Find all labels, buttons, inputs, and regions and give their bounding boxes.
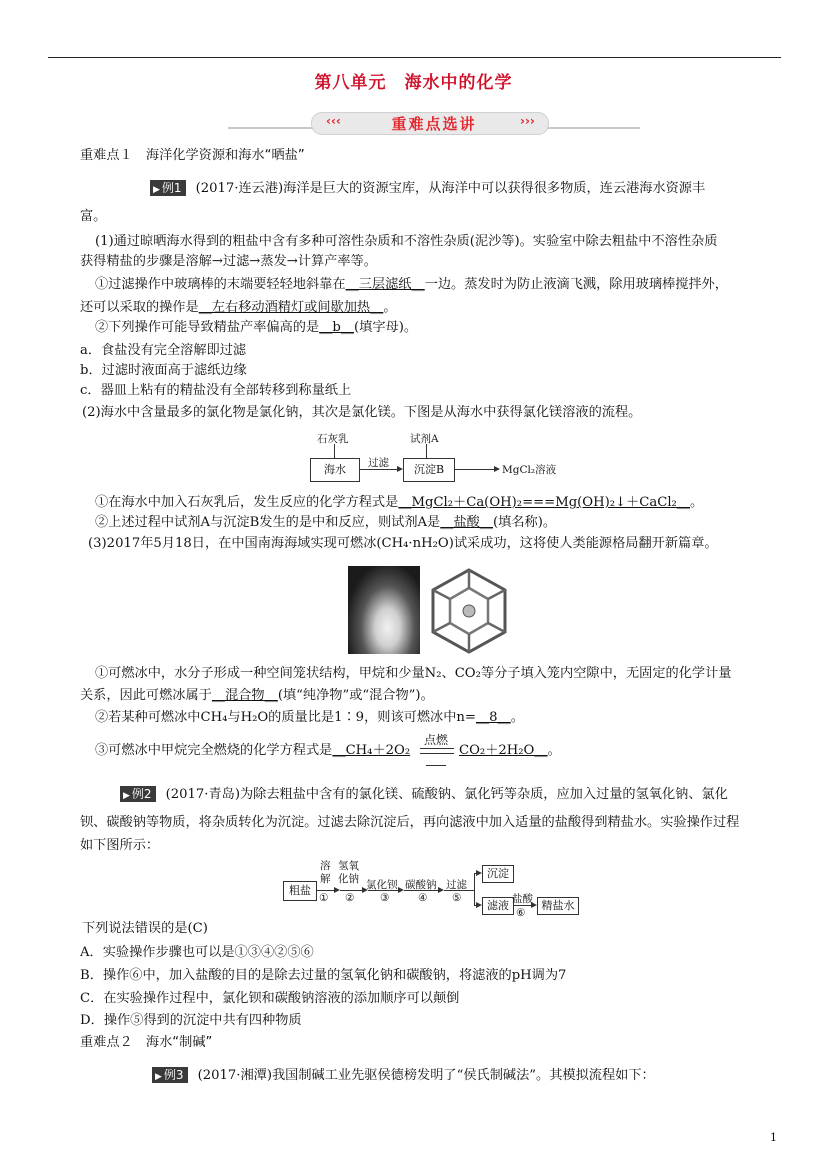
flow2-brine-box: 精盐水 [537, 897, 579, 915]
flow1-seawater-box: 海水 [310, 458, 360, 482]
flow2-step1-top2: 解 [320, 873, 331, 885]
play-triangle-icon: ▶ [123, 791, 130, 801]
q3-3-eq-bar-1 [420, 748, 454, 749]
q2-text: (2)海水中含量最多的氯化物是氯化钠，其次是氯化镁。下图是从海水中获得氯化镁溶液的流程。 [82, 405, 642, 420]
option-a: a．食盐没有完全溶解即过滤 [80, 343, 247, 358]
q3-3-underline-mark [426, 765, 446, 766]
example-1-tag-label: 例1 [161, 181, 182, 195]
flow1-arrow-1-line [359, 469, 399, 470]
q3-3-pre: ③可燃冰中甲烷完全燃烧的化学方程式是 [95, 743, 333, 758]
q1-1b-answer: __左右移动酒精灯或间歇加热__ [198, 300, 384, 315]
combustible-ice-photo [348, 566, 420, 654]
example-2-intro-a: (2017·青岛)为除去粗盐中含有的氯化镁、硫酸钠、氯化钙等杂质，应加入过量的氢氧化钠、氯化 [165, 787, 728, 802]
example-2-option-c: C．在实验操作过程中，氯化钡和碳酸钠溶液的添加顺序可以颠倒 [80, 991, 460, 1006]
q1-1-pre: ①过滤操作中玻璃棒的末端要轻轻地斜靠在 [95, 277, 346, 292]
q3-2-line [95, 710, 524, 726]
flow2-arrow-2-line [340, 890, 364, 891]
q1-2-answer: __b__ [319, 320, 355, 335]
example-1-intro-line [150, 180, 705, 197]
example-2-tag [120, 786, 156, 802]
example-2-option-d: D．操作⑤得到的沉淀中共有四种物质 [80, 1013, 302, 1028]
flow1-arrow-2-line [454, 469, 496, 470]
flow2-branch-line [474, 873, 475, 905]
example-2-intro-c: 如下图所示： [80, 838, 160, 853]
example-1-intro-a: (2017·连云港)海洋是巨大的资源宝库，从海洋中可以获得很多物质，连云港海水资源丰 [195, 181, 706, 196]
q2-2-pre: ②上述过程中试剂A与沉淀B发生的是中和反应，则试剂A是 [95, 515, 441, 530]
page-number: 1 [770, 1131, 777, 1144]
q3-2-pre: ②若某种可燃冰中CH₄与H₂O的质量比是1∶9，则该可燃冰中n= [95, 710, 476, 725]
q2-1-pre: ①在海水中加入石灰乳后，发生反应的化学方程式是 [95, 495, 399, 510]
flow1-filter-label: 过滤 [368, 457, 389, 469]
flow1-reagent-lime: 石灰乳 [317, 433, 349, 445]
banner-label: 重难点选讲 [391, 115, 477, 133]
q1-2-pre: ②下列操作可能导致精盐产率偏高的是 [95, 320, 320, 335]
flow2-precipitate-box: 沉淀 [482, 865, 514, 883]
play-triangle-icon: ▶ [153, 185, 160, 195]
q2-1-post: 。 [690, 495, 704, 510]
header-rule [48, 57, 781, 58]
flow2-step6-top: 盐酸 [512, 893, 533, 905]
q3-1-answer: __混合物__ [211, 688, 278, 703]
example-2-option-b: B．操作⑥中，加入盐酸的目的是除去过量的氢氧化钠和碳酸钠，将滤液的pH调为7 [80, 968, 567, 983]
section-banner [228, 112, 640, 134]
flow2-step2-top: 氢氧 [338, 860, 359, 872]
q3-1-b-post: (填“纯净物”或“混合物”)。 [277, 688, 434, 703]
key-point-2-heading: 重难点２ 海水“制碱” [80, 1035, 213, 1050]
q1-1-answer: __三层滤纸__ [345, 277, 425, 292]
q3-3-eq-bar-2 [420, 753, 454, 754]
q2-1-line [95, 495, 703, 511]
banner-chevrons-left-icon: ‹‹‹ [326, 114, 341, 128]
q3-text: (3)2017年5月18日，在中国南海海域实现可燃冰(CH₄·nH₂O)试采成功，这将使人类能源格局翻开新篇章。 [88, 536, 718, 551]
example-2-tag-label: 例2 [131, 787, 152, 801]
q2-1-answer: __MgCl₂＋Ca(OH)₂===Mg(OH)₂↓＋CaCl₂__ [398, 495, 691, 510]
flow2-step2-top2: 化钠 [338, 873, 359, 885]
flow1-arrow-2-icon [494, 466, 500, 472]
example-2-intro-b: 钡、碳酸钠等物质，将杂质转化为沉淀。过滤去除沉淀后，再向滤液中加入适量的盐酸得到精盐水。实验操作过程 [80, 815, 740, 830]
example-3-tag [152, 1067, 188, 1083]
q3-3-condition: 点燃 [424, 733, 449, 747]
flow1-lime-line [334, 444, 335, 458]
q3-3-equation-lhs: __CH₄＋2O₂ [332, 743, 411, 758]
q1-text-a: (1)通过晾晒海水得到的粗盐中含有多种可溶性杂质和不溶性杂质(泥沙等)。实验室中除去粗盐中不溶性杂质 [95, 234, 718, 249]
flow2-step5-top: 过滤 [446, 879, 467, 891]
flow2-step4-top: 碳酸钠 [405, 879, 437, 891]
flow1-product: MgCl₂溶液 [502, 464, 557, 476]
q3-1-line-b [80, 688, 434, 704]
flow1-reagent-a-line [426, 444, 427, 458]
q1-text-b: 获得精盐的步骤是溶解→过滤→蒸发→计算产率等。 [80, 254, 377, 269]
q3-3-post: 。 [547, 743, 561, 758]
q2-2-line [95, 515, 556, 531]
example-1-intro-b: 富。 [80, 209, 107, 224]
flow2-step3-num: ③ [380, 892, 390, 904]
play-triangle-icon: ▶ [155, 1072, 162, 1082]
example-3-intro-line [152, 1067, 655, 1084]
flow2-step6-num: ⑥ [516, 907, 526, 919]
flow2-crude-salt-box: 粗盐 [283, 881, 317, 901]
q1-1b-line [80, 300, 397, 316]
q2-2-post: (填名称)。 [493, 515, 557, 530]
example-2-question: 下列说法错误的是(C) [82, 921, 208, 936]
flow2-filtrate-box: 滤液 [482, 897, 514, 915]
q1-1-line [95, 277, 728, 293]
flow2-step2-num: ② [345, 892, 355, 904]
flow2-step3-top: 氯化钡 [366, 879, 398, 891]
q2-2-answer: __盐酸__ [440, 515, 493, 530]
example-2-option-a: A．实验操作步骤也可以是①③④②⑤⑥ [80, 945, 314, 960]
q3-1-text-a: ①可燃冰中，水分子形成一种空间笼状结构，甲烷和少量N₂、CO₂等分子填入笼内空隙中，无固定的化学计量 [95, 666, 732, 681]
q3-2-answer: __8__ [475, 710, 511, 725]
q1-2-line [95, 320, 417, 336]
q3-3-line [95, 743, 410, 759]
option-c: c．器皿上粘有的精盐没有全部转移到称量纸上 [80, 383, 352, 398]
key-point-1-heading: 重难点１ 海洋化学资源和海水“晒盐” [80, 148, 305, 163]
flow1-reagent-a: 试剂A [410, 433, 439, 445]
q1-1-post: 一边。蒸发时为防止液滴飞溅，除用玻璃棒搅拌外， [424, 277, 728, 292]
q3-3-rhs-line [459, 743, 561, 759]
flow1-precipitate-b-box: 沉淀B [403, 458, 455, 482]
q1-1b-post: 。 [383, 300, 397, 315]
example-3-tag-label: 例3 [163, 1068, 184, 1082]
q1-1b-pre: 还可以采取的操作是 [80, 300, 199, 315]
q3-2-post: 。 [510, 710, 524, 725]
q1-2-post: (填字母)。 [354, 320, 418, 335]
banner-chevrons-right-icon: ››› [520, 114, 535, 128]
flow2-step4-num: ④ [418, 892, 428, 904]
q3-3-equation-rhs: CO₂＋2H₂O__ [459, 743, 548, 758]
example-1-tag [150, 180, 186, 196]
option-b: b．过滤时液面高于滤纸边缘 [80, 363, 247, 378]
q3-1-b-pre: 关系，因此可燃冰属于 [80, 688, 212, 703]
unit-title: 第八单元 海水中的化学 [314, 73, 513, 93]
clathrate-cage-diagram [425, 566, 513, 656]
example-2-intro-line [120, 786, 728, 803]
example-3-intro: (2017·湘潭)我国制碱工业先驱侯德榜发明了“侯氏制碱法”。其模拟流程如下： [197, 1068, 655, 1083]
flow2-step5-num: ⑤ [452, 892, 462, 904]
flow2-step1-top: 溶 [320, 860, 331, 872]
flow2-step1-num: ① [319, 892, 329, 904]
